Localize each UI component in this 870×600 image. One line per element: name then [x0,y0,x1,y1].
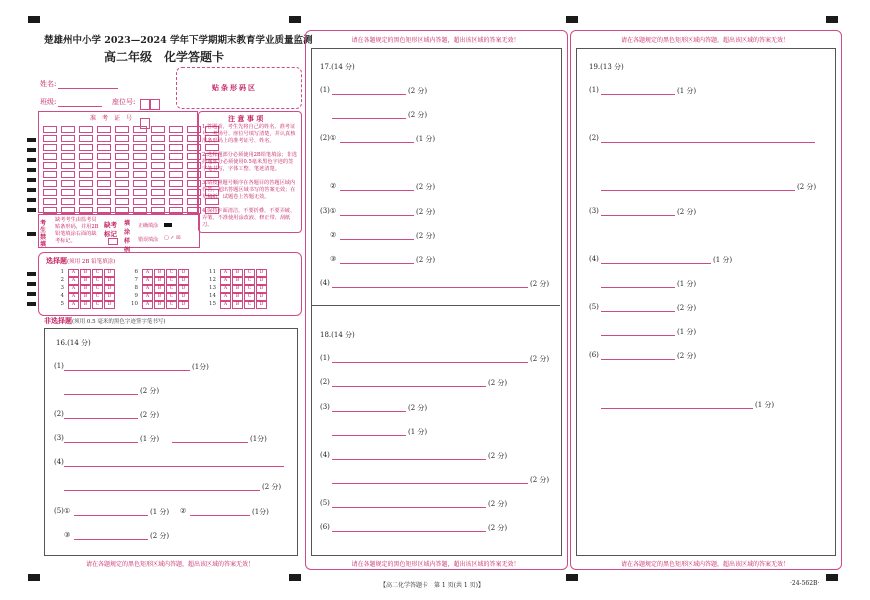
nonchoice-title: 非选择题(须用 0.5 毫米的黑色字迹签字笔书写) [44,316,166,325]
choice-number: 11 [209,269,216,275]
choice-bubble-c[interactable]: C [92,277,103,285]
fill-sample-label: 填涂样例 [124,220,131,254]
middle-answer-area [311,48,562,556]
choice-bubble-d[interactable]: D [104,301,115,309]
wrong-fill-sample: ▢ ✓ ☒ [164,235,181,241]
q18-part6-label: (6) [320,523,330,531]
choice-bubble-c[interactable]: C [244,285,255,293]
q16-part4-label: (4) [54,458,64,466]
q16-part1-line[interactable] [64,370,190,371]
choice-question-14 [206,293,268,301]
choice-bubble-a[interactable]: A [220,293,231,301]
q19-part1-label: (1) [589,86,599,94]
choice-question-5 [54,301,116,309]
choice-bubble-c[interactable]: C [166,277,177,285]
choice-bubble-c[interactable]: C [244,293,255,301]
q18-part4-line[interactable] [332,459,486,460]
q19-part5-score: (2 分) [677,304,697,312]
registration-mark [289,574,301,581]
q19-part6-score: (2 分) [677,352,697,360]
q16-part5-line[interactable] [74,515,148,516]
choice-bubble-c[interactable]: C [244,277,255,285]
q19-part2-line[interactable] [601,142,815,143]
q19-part1-line[interactable] [601,94,675,95]
choice-bubble-c[interactable]: C [92,269,103,277]
q19-part4b-score: (1 分) [677,280,697,288]
q16-part5b-label: ② [180,507,187,515]
choice-number: 1 [60,269,64,275]
q17-part3b-label: ② [330,231,337,239]
choice-bubble-c[interactable]: C [244,269,255,277]
q19-part5-label: (5) [589,303,599,311]
choice-bubble-c[interactable]: C [92,285,103,293]
q18-part3b-line[interactable] [332,435,406,436]
choice-hint: (须用 2B 铅笔填涂) [67,259,116,265]
absent-text: 缺考考生由监考员贴条形码，并用2B铅笔填涂右面的缺考标记。 [55,217,99,244]
choice-title: 选择题(须用 2B 铅笔填涂) [46,256,116,265]
q16-part3-label: (3) [54,434,64,442]
choice-question-15 [206,301,268,309]
class-field[interactable] [58,98,102,107]
q18-part5-label: (5) [320,499,330,507]
choice-bubble-a[interactable]: A [68,293,79,301]
choice-bubble-b[interactable]: B [80,285,91,293]
choice-bubble-a[interactable]: A [142,269,153,277]
choice-bubble-a[interactable]: A [220,269,231,277]
exam-id-grid[interactable] [42,124,192,208]
q16-part4-line[interactable] [64,466,284,467]
q16-part2-label: (2) [54,410,64,418]
choice-number: 15 [209,301,216,307]
q16-part6-label: ③ [64,531,71,539]
q16-part1-score: (1分) [192,363,209,371]
q18-part4-score: (2 分) [488,452,508,460]
q17-part2b-label: ② [330,182,337,190]
choice-bubble-a[interactable]: A [142,277,153,285]
q18-part2-label: (2) [320,378,330,386]
q19-part3-label: (3) [589,207,599,215]
choice-bubble-b[interactable]: B [80,293,91,301]
q19-part6b-score: (1 分) [755,401,775,409]
choice-bubble-a[interactable]: A [142,293,153,301]
q16-part2-line[interactable] [64,418,138,419]
q17-part1-label: (1) [320,86,330,94]
class-label: 班级: [40,98,57,106]
q17-part3c-label: ③ [330,255,337,263]
choice-bubble-b[interactable]: B [80,269,91,277]
choice-bubble-a[interactable]: A [68,285,79,293]
choice-bubble-c[interactable]: C [166,285,177,293]
q18-part4b-score: (2 分) [530,476,550,484]
q17-part3c-score: (2 分) [416,256,436,264]
q19-part2-label: (2) [589,134,599,142]
q17-part2-score: (1 分) [416,135,436,143]
q19-part4-label: (4) [589,255,599,263]
choice-bubble-a[interactable]: A [220,285,231,293]
choice-bubble-a[interactable]: A [220,301,231,309]
registration-mark [826,574,838,581]
q18-part4b-line[interactable] [332,483,528,484]
q16-part6-line[interactable] [74,539,148,540]
q16-part3b-score: (1分) [250,435,267,443]
choice-bubble-b[interactable]: B [232,301,243,309]
choice-bubble-b[interactable]: B [154,269,165,277]
q16-part1b-score: (2 分) [140,387,160,395]
q18-part5-line[interactable] [332,507,486,508]
notes-line: 1.答题前，考生先将自己的姓名、准考证号、考场号、座位号填写清楚，并认真核准条形码上的准考证号、姓名。 [202,124,296,144]
choice-bubble-b[interactable]: B [154,285,165,293]
column-warning: 请在各题规定的黑色矩形区域内答题，超出该区域的答案无效！ [620,37,789,44]
choice-bubble-a[interactable]: A [68,301,79,309]
choice-bubble-c[interactable]: C [166,269,177,277]
q18-part3-score: (2 分) [408,404,428,412]
registration-mark [826,16,838,23]
q17-heading: 17.(14 分) [320,63,355,71]
q16-part5-score: (1 分) [150,508,170,516]
column-warning: 请在各题规定的黑色矩形区域内答题，超出该区域的答案无效！ [620,561,789,568]
choice-bubble-a[interactable]: A [68,269,79,277]
choice-bubble-d[interactable]: D [178,269,189,277]
notes-title: 注 意 事 项 [228,114,264,123]
q19-part5-line[interactable] [601,311,675,312]
q17-part2-line[interactable] [340,142,414,143]
card-subtitle: 高二年级 化学答题卡 [104,50,225,64]
choice-number: 8 [134,285,138,291]
q16-part1-label: (1) [54,362,64,370]
choice-bubble-b[interactable]: B [232,293,243,301]
choice-question-2 [54,277,116,285]
choice-bubble-d[interactable]: D [256,285,267,293]
choice-bubble-d[interactable]: D [256,269,267,277]
q19-part6-line[interactable] [601,359,675,360]
q16-part3b-line[interactable] [172,442,248,443]
q17-part2b-line[interactable] [340,190,414,191]
q17-part2b-score: (2 分) [416,183,436,191]
choice-bubble-b[interactable]: B [80,277,91,285]
choice-bubble-d[interactable]: D [104,285,115,293]
column-warning: 请在各题规定的黑色矩形区域内答题，超出该区域的答案无效！ [351,561,520,568]
q17-part3-label: (3)① [320,207,337,215]
q18-part2-line[interactable] [332,386,486,387]
q18-part5-score: (2 分) [488,500,508,508]
choice-question-13 [206,285,268,293]
choice-question-8 [128,285,190,293]
q17-part4-score: (2 分) [530,280,550,288]
choice-bubble-d[interactable]: D [256,293,267,301]
q18-part2-score: (2 分) [488,379,508,387]
choice-bubble-d[interactable]: D [256,301,267,309]
q17-part1-line[interactable] [332,94,406,95]
q19-part6b-line[interactable] [601,408,753,409]
q16-part3-score: (1 分) [140,435,160,443]
choice-bubble-a[interactable]: A [68,277,79,285]
choice-question-6 [128,269,190,277]
choice-question-12 [206,277,268,285]
absent-mark-box[interactable] [108,238,118,245]
choice-number: 12 [209,277,216,283]
q18-part1-label: (1) [320,354,330,362]
q19-part4b-line[interactable] [601,287,675,288]
choice-bubble-d[interactable]: D [104,277,115,285]
notes-line: 3.请按照题号顺序在各题目的答题区域内作答，超出答题区域书写的答案无效；在草稿纸、试题卷上答题无效。 [202,180,296,200]
q16-part4-score: (2 分) [262,483,282,491]
choice-bubble-b[interactable]: B [80,301,91,309]
choice-bubble-b[interactable]: B [154,293,165,301]
name-label: 姓名: [40,80,57,88]
choice-number: 6 [134,269,138,275]
page-footer: 【高二化学答题卡 第 1 页(共 1 页)】 [380,582,484,589]
q17-part3c-line[interactable] [340,263,414,264]
q17-part3b-line[interactable] [340,239,414,240]
notes-line: 2.选择题部分必须使用2B铅笔填涂；非选择题部分必须使用0.5毫米黑色字迹的签字笔书写，字体工整、笔迹清楚。 [202,152,298,172]
choice-bubble-b[interactable]: B [154,277,165,285]
q17-part3-line[interactable] [340,215,414,216]
choice-question-1 [54,269,116,277]
right-answer-area [576,48,836,556]
q19-part3-line[interactable] [601,215,675,216]
choice-bubble-d[interactable]: D [178,277,189,285]
absent-mark-label: 缺考标记 [104,221,117,238]
q19-part1-score: (1 分) [677,87,697,95]
q17-part1-score: (2 分) [408,87,428,95]
choice-bubble-d[interactable]: D [104,269,115,277]
paper-code: ·24-562B· [790,580,820,587]
choice-question-10 [128,301,190,309]
q17-part2-label: (2)① [320,134,337,142]
choice-number: 10 [131,301,138,307]
choice-question-9 [128,293,190,301]
q18-part4-label: (4) [320,451,330,459]
q16-part5b-score: (1分) [252,508,269,516]
choice-bubble-d[interactable]: D [178,293,189,301]
correct-fill-label: 正确填涂 [138,223,159,229]
choice-number: 2 [60,277,64,283]
column-warning: 请在各题规定的黑色矩形区域内答题，超出该区域的答案无效！ [85,561,254,568]
q19-heading: 19.(13 分) [589,63,624,71]
choice-bubble-c[interactable]: C [92,293,103,301]
registration-mark [28,574,40,581]
q18-part6-score: (2 分) [488,524,508,532]
q19-part2b-line[interactable] [601,190,795,191]
absent-forbidden-label: 考生禁填 [40,220,47,248]
choice-number: 9 [134,293,138,299]
q17-part4-line[interactable] [332,287,528,288]
choice-bubble-d[interactable]: D [178,285,189,293]
q16-part3-line[interactable] [64,442,138,443]
correct-fill-sample [164,223,172,227]
q17-part1b-score: (2 分) [408,111,428,119]
q19-part6-label: (6) [589,351,599,359]
q18-heading: 18.(14 分) [320,331,355,339]
q19-part5b-line[interactable] [601,335,675,336]
choice-number: 13 [209,285,216,291]
q16-part6-score: (2 分) [150,532,170,540]
q17-q18-divider [311,305,560,306]
registration-mark [566,574,578,581]
seat-field[interactable] [140,95,168,105]
registration-mark [289,16,301,23]
name-field[interactable] [58,80,118,89]
choice-bubble-a[interactable]: A [142,285,153,293]
q19-part2-score: (2 分) [797,183,817,191]
q17-part4-label: (4) [320,279,330,287]
choice-bubble-b[interactable]: B [154,301,165,309]
seat-label: 座位号: [112,98,136,106]
q16-part2-score: (2 分) [140,411,160,419]
q16-heading: 16.(14 分) [56,339,91,347]
choice-bubble-d[interactable]: D [104,293,115,301]
q19-part3-score: (2 分) [677,208,697,216]
q18-part3-line[interactable] [332,411,406,412]
choice-bubble-c[interactable]: C [166,301,177,309]
choice-bubble-a[interactable]: A [142,301,153,309]
choice-bubble-d[interactable]: D [256,277,267,285]
q18-part3-label: (3) [320,403,330,411]
q18-part3b-score: (1 分) [408,428,428,436]
choice-bubble-b[interactable]: B [232,277,243,285]
choice-bubble-c[interactable]: C [166,293,177,301]
choice-question-7 [128,277,190,285]
nonchoice-hint: (须用 0.5 毫米的黑色字迹签字笔书写) [72,319,166,325]
q19-part4-line[interactable] [601,263,711,264]
wrong-fill-label: 错误填涂 [138,237,159,243]
q16-part5-label: (5)① [54,507,71,515]
q19-part4-score: (1 分) [713,256,733,264]
choice-bubble-c[interactable]: C [244,301,255,309]
q17-part1b-line[interactable] [332,118,406,119]
notes-line: 4.保持卡面清洁，不要折叠、不要弄破、弄皱，不准使用涂改液、修正带、刮纸刀。 [202,208,296,228]
choice-bubble-b[interactable]: B [232,269,243,277]
choice-bubble-a[interactable]: A [220,277,231,285]
barcode-area-label: 贴条形码区 [212,83,257,92]
choice-number: 4 [60,293,64,299]
choice-bubble-b[interactable]: B [232,285,243,293]
choice-question-4 [54,293,116,301]
q16-part4b-line[interactable] [64,490,260,491]
registration-mark [28,16,40,23]
exam-title: 楚雄州中小学 2023—2024 学年下学期期末教育学业质量监测 [44,35,313,46]
q16-part5b-line[interactable] [190,515,250,516]
q17-part3-score: (2 分) [416,208,436,216]
choice-bubble-d[interactable]: D [178,301,189,309]
registration-mark [566,16,578,23]
choice-number: 5 [60,301,64,307]
q18-part6-line[interactable] [332,531,486,532]
q18-part1-score: (2 分) [530,355,550,363]
column-warning: 请在各题规定的黑色矩形区域内答题，超出该区域的答案无效！ [351,37,520,44]
choice-number: 14 [209,293,216,299]
q16-part1b-line[interactable] [64,394,138,395]
q19-part5b-score: (1 分) [677,328,697,336]
choice-bubble-c[interactable]: C [92,301,103,309]
q18-part1-line[interactable] [332,362,528,363]
q17-part3b-score: (2 分) [416,232,436,240]
choice-question-3 [54,285,116,293]
choice-number: 7 [134,277,138,283]
choice-question-11 [206,269,268,277]
choice-number: 3 [60,285,64,291]
exam-id-label: 准 考 证 号 [90,115,133,122]
